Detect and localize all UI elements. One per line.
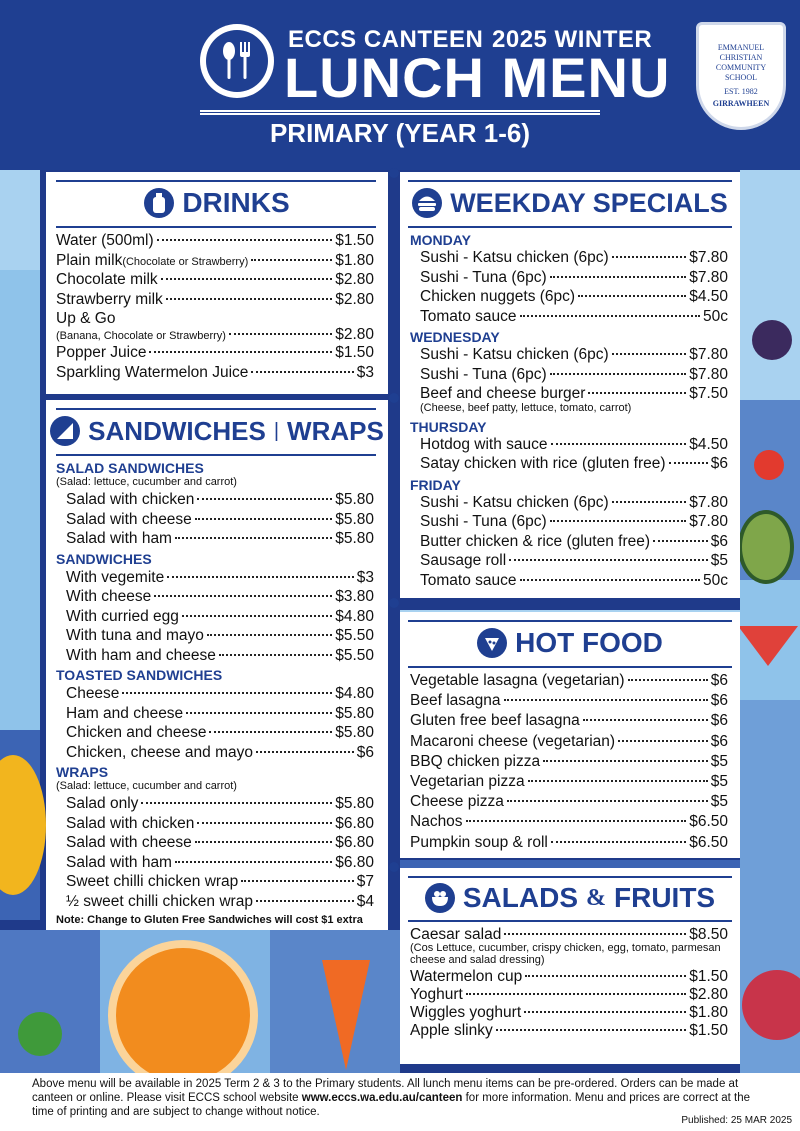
salads-amp: & — [586, 884, 606, 911]
connector-dot — [389, 598, 399, 608]
item-note: (Chocolate or Strawberry) — [122, 255, 249, 268]
category-heading: WRAPS — [56, 764, 109, 780]
dot-leader — [166, 298, 332, 300]
category-heading: SALAD SANDWICHES — [56, 460, 204, 476]
menu-item — [66, 530, 374, 548]
item-name: Cheese — [66, 685, 120, 702]
header-divider — [200, 110, 600, 112]
item-name: Strawberry milk — [56, 290, 163, 308]
menu-item — [410, 753, 728, 771]
item-price: $5.80 — [335, 704, 374, 722]
dot-leader — [241, 880, 353, 882]
menu-item — [420, 346, 728, 364]
sandwiches-title: SANDWICHES — [88, 415, 266, 446]
watermelon-right-illustration — [738, 626, 798, 666]
item-price: $2.80 — [335, 326, 374, 343]
item-name: Sushi - Katsu chicken (6pc) — [420, 493, 609, 511]
item-name: Vegetarian pizza — [410, 773, 525, 790]
canteen-label: ECCS CANTEEN — [288, 26, 484, 53]
item-name: Sweet chilli chicken wrap — [66, 873, 239, 890]
gluten-free-note: Note: Change to Gluten Free Sandwiches will cost $1 extra — [56, 914, 363, 926]
menu-item — [56, 326, 374, 344]
item-name: Water (500ml) — [56, 232, 154, 249]
item-name: Sparkling Watermelon Juice — [56, 363, 249, 381]
item-name: Sushi - Katsu chicken (6pc) — [420, 249, 609, 266]
menu-item — [420, 385, 728, 403]
dot-leader — [197, 498, 332, 500]
item-price: $7.80 — [689, 346, 728, 363]
drinks-panel — [46, 172, 388, 394]
footer-text-a: Above menu will be available in 2025 Term 2 & 3 to the Primary students. All lunch menu items can be pre-ordered. Orders can be made at canteen or online. Please visit ECCS school website — [32, 1078, 739, 1104]
crest-line-4: SCHOOL — [724, 73, 757, 82]
item-price: $5.80 — [335, 724, 374, 741]
hotfood-heading — [400, 626, 740, 660]
menu-item-name-line: Up & Go — [56, 310, 116, 327]
item-name: Tomato sauce — [420, 307, 517, 325]
dot-leader — [520, 315, 701, 317]
item-price: $6 — [710, 532, 728, 550]
item-name: Gluten free beef lasagna — [410, 712, 580, 730]
footer-text-b: for more information. Menu and prices are correct at the time of printing and are subject to change without notice. — [32, 1092, 751, 1118]
item-price: $1.80 — [689, 1004, 728, 1021]
item-name: Sausage roll — [420, 552, 507, 569]
dot-leader — [612, 256, 687, 258]
item-price: $1.50 — [689, 1022, 728, 1039]
menu-item — [420, 572, 728, 590]
item-name: Beef lasagna — [410, 692, 501, 710]
category-heading: FRIDAY — [410, 476, 461, 493]
category-heading: WEDNESDAY — [410, 329, 500, 345]
dot-leader — [525, 975, 686, 977]
item-price: $1.50 — [689, 968, 728, 985]
menu-item — [66, 608, 374, 626]
item-price: $6.50 — [689, 833, 728, 851]
menu-item — [56, 252, 374, 270]
menu-item — [66, 815, 374, 833]
item-price: $7.80 — [689, 365, 728, 383]
dot-leader — [256, 751, 354, 753]
item-price: $2.80 — [335, 271, 374, 288]
dot-leader — [195, 841, 332, 843]
spoon-fork-icon — [215, 39, 259, 83]
header-banner — [0, 0, 800, 170]
orange-illustration — [108, 940, 258, 1090]
avocado-right-illustration — [738, 510, 794, 584]
drinks-title: DRINKS — [182, 187, 290, 218]
menu-item — [420, 366, 728, 384]
item-price: $1.50 — [335, 344, 374, 361]
hotfood-title: HOT FOOD — [515, 627, 663, 658]
item-price: $6 — [710, 732, 728, 750]
specials-panel — [400, 172, 740, 598]
salads-title: SALADS — [462, 882, 578, 913]
menu-item — [420, 269, 728, 287]
dot-leader — [496, 1029, 686, 1031]
title-separator: | — [273, 419, 280, 442]
item-name: Sushi - Tuna (6pc) — [420, 365, 547, 383]
dot-leader — [528, 780, 708, 782]
dot-leader — [229, 333, 332, 335]
menu-item — [56, 291, 374, 309]
salad-bowl-icon — [425, 883, 455, 913]
dot-leader — [551, 443, 687, 445]
item-name: Salad with cheese — [66, 510, 192, 528]
menu-item — [66, 685, 374, 703]
sandwiches-panel — [46, 400, 388, 930]
item-name: Salad with ham — [66, 530, 172, 547]
menu-item — [420, 533, 728, 551]
item-name: With vegemite — [66, 568, 165, 586]
dot-leader — [466, 993, 686, 995]
item-price: $3.80 — [335, 588, 374, 605]
plum-illustration — [752, 320, 792, 360]
menu-item — [410, 733, 728, 751]
drinks-rule-top — [56, 180, 376, 182]
menu-item — [420, 455, 728, 473]
dot-leader — [550, 276, 687, 278]
menu-item — [410, 834, 728, 852]
dot-leader — [251, 259, 332, 261]
item-name: With ham and cheese — [66, 646, 216, 664]
category-heading: MONDAY — [410, 232, 471, 248]
item-name: With curried egg — [66, 607, 179, 625]
item-name: Salad only — [66, 795, 139, 812]
category-heading: THURSDAY — [410, 418, 487, 435]
dot-leader — [149, 351, 332, 353]
dot-leader — [219, 654, 332, 656]
item-name: Hotdog with sauce — [420, 435, 548, 453]
item-name: Sushi - Tuna (6pc) — [420, 513, 547, 530]
item-price: $3 — [356, 363, 374, 381]
connector-dot — [389, 862, 399, 872]
item-price: $4.80 — [335, 685, 374, 702]
item-note: (Cos Lettuce, cucumber, crispy chicken, egg, tomato, parmesan cheese and salad dressing) — [410, 942, 721, 966]
dot-leader — [182, 615, 332, 617]
menu-item — [66, 647, 374, 665]
dot-leader — [167, 576, 354, 578]
dot-leader — [207, 634, 332, 636]
category-heading: SANDWICHES — [56, 550, 152, 567]
crest-line-2: CHRISTIAN — [719, 53, 763, 62]
salads-heading — [400, 880, 740, 916]
item-name: Salad with ham — [66, 853, 172, 871]
page-subtitle: PRIMARY (YEAR 1-6) — [269, 118, 531, 148]
item-price: $7.80 — [689, 249, 728, 266]
dot-leader — [197, 822, 332, 824]
menu-item — [410, 813, 728, 831]
specials-rule-top — [408, 180, 732, 182]
menu-item — [66, 834, 374, 852]
menu-item — [410, 968, 728, 986]
item-price: $4.80 — [335, 607, 374, 625]
dot-leader — [256, 900, 354, 902]
bottle-icon — [144, 188, 174, 218]
dot-leader — [551, 841, 686, 843]
footer-text — [32, 1077, 772, 1119]
dot-leader — [154, 595, 332, 597]
item-price: $7.80 — [689, 268, 728, 286]
dot-leader — [195, 518, 332, 520]
dot-leader — [578, 295, 686, 297]
menu-item — [420, 552, 728, 570]
drinks-heading — [46, 186, 388, 220]
item-name: Chocolate milk — [56, 271, 158, 288]
item-price: $6 — [356, 743, 374, 761]
menu-item — [56, 344, 374, 362]
item-name: Popper Juice — [56, 344, 147, 361]
dot-leader — [209, 731, 332, 733]
item-name: BBQ chicken pizza — [410, 752, 541, 770]
menu-item — [56, 232, 374, 250]
item-name: Sushi - Tuna (6pc) — [420, 268, 547, 286]
burger-icon — [412, 188, 442, 218]
dot-leader — [175, 537, 332, 539]
item-name: (Banana, Chocolate or Strawberry) — [56, 330, 226, 342]
menu-item — [410, 1022, 728, 1040]
published-date: Published: 25 MAR 2025 — [681, 1115, 792, 1126]
menu-item — [66, 854, 374, 872]
dot-leader — [524, 1011, 686, 1013]
item-name: Caesar salad — [410, 926, 502, 943]
dot-leader — [612, 353, 687, 355]
category-note: (Salad: lettuce, cucumber and carrot) — [56, 780, 237, 792]
item-price: $5.80 — [335, 491, 374, 508]
item-price: 50c — [703, 307, 728, 325]
dot-leader — [251, 371, 353, 373]
item-name: Salad with cheese — [66, 834, 192, 851]
item-price: $6 — [710, 692, 728, 710]
specials-heading — [400, 186, 740, 220]
carrot-illustration — [322, 960, 370, 1070]
menu-item — [66, 627, 374, 645]
item-price: $6 — [710, 712, 728, 730]
salads-rule-top — [408, 876, 732, 878]
item-name: Yoghurt — [410, 986, 463, 1003]
canteen-link[interactable]: www.eccs.wa.edu.au/canteen — [301, 1092, 463, 1104]
sandwich-icon — [50, 416, 80, 446]
item-price: $6 — [710, 455, 728, 472]
menu-item — [420, 494, 728, 512]
crest-place: GIRRAWHEEN — [712, 99, 770, 108]
menu-item — [66, 569, 374, 587]
category-note: (Cheese, beef patty, lettuce, tomato, carrot) — [420, 401, 632, 414]
wraps-title: WRAPS — [287, 415, 384, 446]
menu-item — [56, 364, 374, 382]
item-price: $4.50 — [689, 288, 728, 305]
dot-leader — [122, 692, 332, 694]
item-price: $2.80 — [689, 986, 728, 1003]
cutlery-logo — [200, 24, 274, 98]
item-name: Nachos — [410, 813, 463, 831]
menu-item — [410, 1004, 728, 1022]
item-name: With cheese — [66, 588, 152, 605]
menu-item — [410, 793, 728, 811]
dot-leader — [583, 719, 708, 721]
dot-leader — [628, 679, 708, 681]
item-price: $3 — [356, 568, 374, 586]
item-price: $1.80 — [335, 251, 374, 269]
footer — [0, 1073, 800, 1131]
dot-leader — [550, 373, 687, 375]
item-name: Vegetable lasagna (vegetarian) — [410, 672, 625, 689]
menu-item — [66, 724, 374, 742]
item-name: Beef and cheese burger — [420, 385, 586, 402]
dot-leader — [504, 933, 686, 935]
item-name: Plain milk — [56, 251, 123, 269]
herb-illustration — [18, 1012, 62, 1056]
item-price: $5.50 — [335, 646, 374, 664]
item-name: Chicken, cheese and mayo — [66, 743, 253, 761]
term-label: 2025 WINTER — [492, 26, 653, 53]
item-name: Macaroni cheese (vegetarian) — [410, 732, 616, 750]
item-price: $6.80 — [335, 834, 374, 851]
item-name: Salad with chicken — [66, 814, 195, 832]
item-price: $5 — [710, 773, 728, 790]
item-name: Tomato sauce — [420, 571, 517, 589]
menu-item — [420, 308, 728, 326]
menu-item — [410, 692, 728, 710]
menu-item — [56, 271, 374, 289]
menu-item — [410, 773, 728, 791]
dot-leader — [507, 800, 708, 802]
dot-leader — [550, 520, 687, 522]
item-price: $7.80 — [689, 513, 728, 530]
dot-leader — [653, 540, 708, 542]
specials-title: WEEKDAY SPECIALS — [450, 187, 728, 218]
menu-item — [66, 873, 374, 891]
menu-item — [420, 513, 728, 531]
dot-leader — [466, 820, 687, 822]
salads-panel — [400, 868, 740, 1064]
salads-rule-bottom — [408, 920, 732, 922]
hotfood-panel — [400, 612, 740, 858]
dot-leader — [141, 802, 332, 804]
item-name: Chicken and cheese — [66, 724, 207, 741]
menu-item — [410, 672, 728, 690]
category-note: (Salad: lettuce, cucumber and carrot) — [56, 476, 237, 488]
header-divider-2 — [200, 113, 600, 115]
item-price: $7 — [356, 873, 374, 890]
dot-leader — [157, 239, 333, 241]
menu-item — [66, 744, 374, 762]
item-name: Butter chicken & rice (gluten free) — [420, 532, 651, 550]
item-price: $5 — [710, 552, 728, 569]
crest-line-1: EMMANUEL — [717, 43, 765, 52]
dot-leader — [186, 712, 332, 714]
item-price: $4.50 — [689, 435, 728, 453]
item-price: $8.50 — [689, 926, 728, 943]
menu-item — [66, 893, 374, 911]
menu-item — [66, 705, 374, 723]
item-price: $5.50 — [335, 627, 374, 644]
item-name: With tuna and mayo — [66, 627, 204, 644]
item-price: $5.80 — [335, 795, 374, 812]
page-title: LUNCH MENU — [284, 46, 671, 109]
item-name: Satay chicken with rice (gluten free) — [420, 455, 666, 472]
item-name: Sushi - Katsu chicken (6pc) — [420, 346, 609, 363]
category-heading: TOASTED SANDWICHES — [56, 667, 223, 683]
sandwiches-heading — [46, 414, 388, 448]
hotfood-rule-bottom — [408, 666, 732, 668]
dot-leader — [618, 740, 708, 742]
menu-item — [420, 436, 728, 454]
connector-dot — [389, 393, 399, 403]
item-name: Wiggles yoghurt — [410, 1004, 522, 1021]
item-name: ½ sweet chilli chicken wrap — [66, 892, 253, 910]
sandwiches-rule-top — [56, 408, 376, 410]
menu-item — [66, 511, 374, 529]
item-name: Pumpkin soup & roll — [410, 833, 548, 851]
item-name: Salad with chicken — [66, 491, 195, 508]
menu-item — [410, 712, 728, 730]
item-price: $1.50 — [335, 232, 374, 249]
sandwiches-rule-bottom — [56, 454, 376, 456]
item-price: $5.80 — [335, 510, 374, 528]
dot-leader — [543, 760, 708, 762]
item-price: $7.50 — [689, 385, 728, 402]
hotfood-rule-top — [408, 620, 732, 622]
item-name: Ham and cheese — [66, 704, 184, 722]
menu-item — [420, 249, 728, 267]
item-price: $4 — [356, 892, 374, 910]
item-price: $6.50 — [689, 813, 728, 831]
dot-leader — [520, 579, 701, 581]
item-price: $5 — [710, 752, 728, 770]
fruits-title: FRUITS — [614, 882, 716, 913]
item-name: Apple slinky — [410, 1022, 493, 1039]
specials-rule-bottom — [408, 226, 732, 228]
crest-est: EST. 1982 — [724, 87, 758, 96]
crest-line-3: COMMUNITY — [715, 63, 767, 72]
item-price: $5 — [710, 793, 728, 811]
menu-item — [66, 491, 374, 509]
item-price: 50c — [703, 571, 728, 589]
drinks-rule-bottom — [56, 226, 376, 228]
menu-item — [420, 288, 728, 306]
school-crest — [696, 22, 786, 130]
item-price: $6 — [710, 672, 728, 689]
dot-leader — [669, 462, 708, 464]
dot-leader — [175, 861, 332, 863]
menu-item — [66, 588, 374, 606]
pizza-icon — [477, 628, 507, 658]
item-name: Cheese pizza — [410, 793, 504, 811]
item-price: $5.80 — [335, 530, 374, 547]
connector-dot — [389, 168, 399, 178]
item-price: $6.80 — [335, 814, 374, 832]
menu-item — [410, 986, 728, 1004]
menu-item — [66, 795, 374, 813]
item-price: $2.80 — [335, 290, 374, 308]
item-price: $7.80 — [689, 493, 728, 511]
dot-leader — [504, 699, 708, 701]
dot-leader — [588, 392, 686, 394]
item-price: $6.80 — [335, 853, 374, 871]
dot-leader — [161, 278, 333, 280]
dot-leader — [509, 559, 708, 561]
tomato-illustration — [754, 450, 784, 480]
item-name: Watermelon cup — [410, 968, 523, 985]
dot-leader — [612, 501, 687, 503]
item-name: Chicken nuggets (6pc) — [420, 288, 576, 305]
